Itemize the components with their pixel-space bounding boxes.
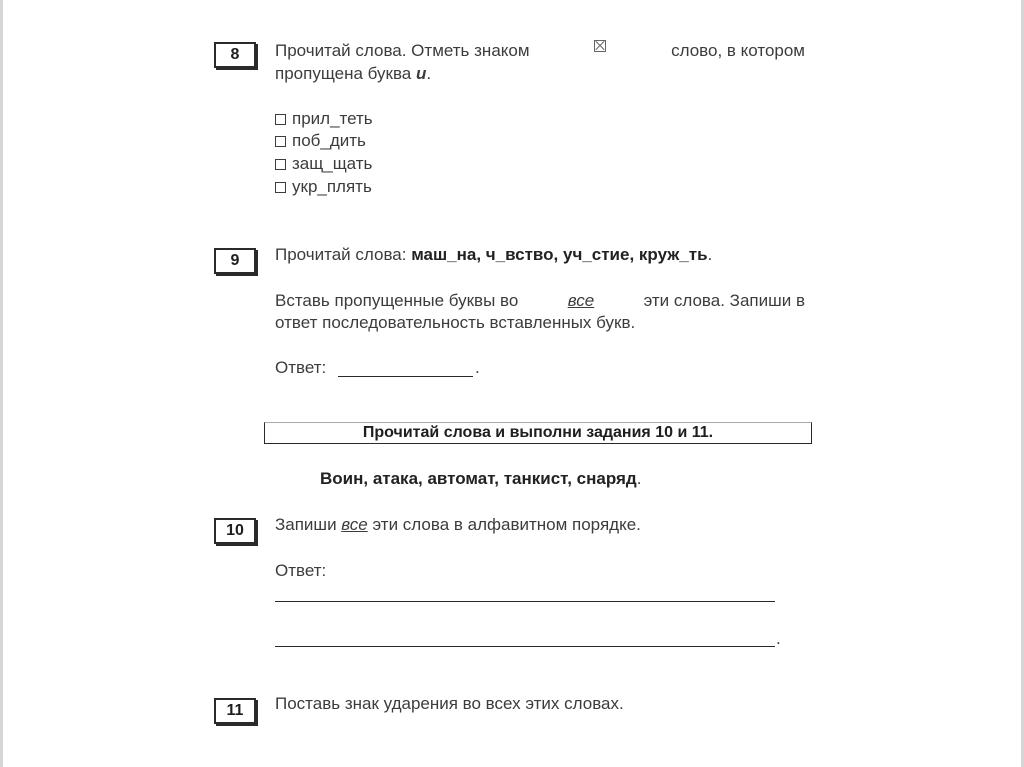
task-9-intro-line (275, 244, 712, 266)
task-8-prompt-part1: Прочитай слова. Отметь знаком (275, 41, 530, 60)
checked-box-icon (594, 40, 606, 52)
task-8-option-label: прил_теть (292, 109, 373, 128)
task-9-words-end: . (707, 245, 713, 264)
checkbox-icon[interactable] (275, 136, 286, 147)
task-11-number-text: 11 (226, 702, 244, 719)
task-9-answer-label-text: Ответ: (275, 358, 327, 377)
task-8-number (214, 42, 256, 68)
task-9-answer-end-text: . (475, 358, 480, 377)
task-10-prompt-after: эти слова в алфавитном порядке. (372, 515, 641, 534)
task-8-number-text: 8 (230, 46, 240, 63)
task-9-instruction-line2 (275, 312, 635, 334)
left-edge (0, 0, 3, 767)
task-10-number (214, 518, 256, 544)
checkbox-icon[interactable] (275, 159, 286, 170)
task-8-option[interactable] (275, 108, 373, 130)
task-11-number (214, 698, 256, 724)
task-9-words: маш_на, ч_вство, уч_стие, круж_ть (411, 245, 708, 264)
task-8-prompt-line2-text: пропущена буква (275, 64, 412, 83)
checkbox-icon[interactable] (275, 114, 286, 125)
task-10-prompt (275, 514, 641, 536)
task-10-answer-end-text: . (776, 629, 781, 648)
task-8-prompt-end: . (426, 64, 432, 83)
banner-words-line (320, 468, 641, 490)
task-10-prompt-before: Запиши (275, 515, 337, 534)
task-11-prompt-text: Поставь знак ударения во всех этих словах. (275, 694, 624, 713)
task-9-number (214, 248, 256, 274)
task-9-instr-emph: все (567, 291, 595, 310)
section-banner-title: Прочитай слова и выполни задания 10 и 11. (362, 424, 714, 441)
banner-words-end: . (636, 469, 642, 488)
task-11-prompt (275, 693, 624, 715)
task-10-number-text: 10 (226, 522, 244, 539)
task-10-prompt-emph: все (341, 515, 368, 534)
task-9-intro: Прочитай слова: (275, 245, 407, 264)
task-9-instr-before: Вставь пропущенные буквы во (275, 291, 519, 310)
task-9-answer-line[interactable] (338, 376, 473, 377)
task-10-answer-line-1[interactable] (275, 601, 775, 602)
task-8-option-label: укр_плять (292, 177, 372, 196)
banner-words: Воин, атака, автомат, танкист, снаряд (320, 469, 637, 488)
task-9-number-text: 9 (230, 252, 240, 269)
task-8-option-label: поб_дить (292, 131, 366, 150)
task-9-instruction-line1 (275, 290, 805, 312)
task-8-letter: и (415, 64, 427, 83)
task-8-prompt-line1 (275, 40, 805, 62)
task-8-option-label: защ_щать (292, 154, 373, 173)
task-9-answer-end (475, 357, 480, 379)
task-10-answer-end (776, 628, 781, 650)
checkbox-icon[interactable] (275, 182, 286, 193)
task-8-prompt-part2: слово, в котором (671, 41, 805, 60)
task-9-instr-after: эти слова. Запиши в (643, 291, 805, 310)
section-banner (264, 422, 812, 444)
task-9-instr-line2: ответ последовательность вставленных букв. (275, 313, 636, 332)
task-10-answer-line-2[interactable] (275, 646, 775, 647)
task-10-answer-label (275, 560, 326, 582)
task-8-option[interactable] (275, 176, 372, 198)
task-10-answer-label-text: Ответ: (275, 561, 327, 580)
task-8-prompt-line2 (275, 63, 431, 85)
task-8-option[interactable] (275, 153, 372, 175)
task-8-option[interactable] (275, 130, 366, 152)
task-9-answer-label (275, 357, 326, 379)
